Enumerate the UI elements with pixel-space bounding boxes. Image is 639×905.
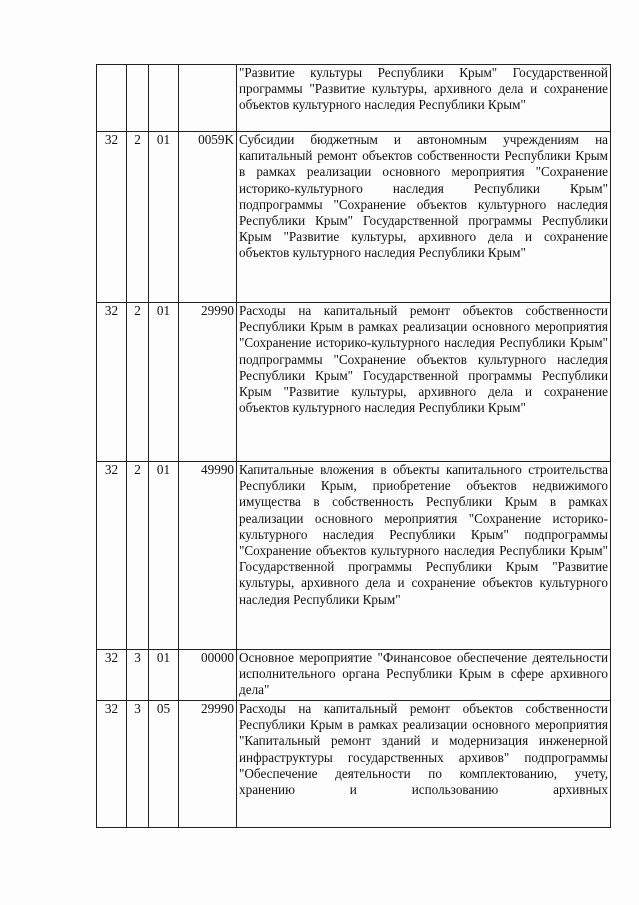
activity-code-cell [149, 65, 179, 132]
description-cell: Расходы на капитальный ремонт объектов собственности Республики Крым в рамках реализации основного мероприятия "Сохранение историко-культурного наследия Республики Крым" подпрограммы "Сохранение объектов культурного наследия Республики Крым" Государственной программы Республики Крым "Развитие культуры, архивного дела и сохранение объектов культурного наследия Республики Крым" [237, 303, 611, 462]
activity-code-cell: 05 [149, 701, 179, 828]
subprogram-code-cell [127, 65, 149, 132]
activity-code-cell: 01 [149, 303, 179, 462]
activity-code-cell: 01 [149, 132, 179, 303]
direction-code-cell: 00000 [179, 650, 237, 701]
budget-classification-table [96, 64, 611, 828]
direction-code-cell: 29990 [179, 303, 237, 462]
table-row [97, 462, 611, 650]
subprogram-code-cell: 2 [127, 303, 149, 462]
description-cell: Капитальные вложения в объекты капитального строительства Республики Крым, приобретение объектов недвижимого имущества в собственность Республики Крым в рамках реализации основного мероприятия "Сохранение историко-культурного наследия Республики Крым" подпрограммы "Сохранение объектов культурного наследия Республики Крым" Государственной программы Республики Крым "Развитие культуры, архивного дела и сохранение объектов культурного наследия Республики Крым" [237, 462, 611, 650]
description-cell: Основное мероприятие "Финансовое обеспечение деятельности исполнительного органа Республики Крым в сфере архивного дела" [237, 650, 611, 701]
subprogram-code-cell: 2 [127, 132, 149, 303]
program-code-cell: 32 [97, 701, 127, 828]
program-code-cell: 32 [97, 303, 127, 462]
subprogram-code-cell: 3 [127, 650, 149, 701]
direction-code-cell [179, 65, 237, 132]
description-cell: Расходы на капитальный ремонт объектов собственности Республики Крым в рамках реализации основного мероприятия "Капитальный ремонт зданий и модернизация инженерной инфраструктуры государственных архивов" подпрограммы "Обеспечение деятельности по комплектованию, учету, хранению и использованию архивных [237, 701, 611, 828]
table-row [97, 303, 611, 462]
subprogram-code-cell: 2 [127, 462, 149, 650]
program-code-cell: 32 [97, 462, 127, 650]
activity-code-cell: 01 [149, 650, 179, 701]
table-viewport [96, 64, 612, 834]
description-cell: "Развитие культуры Республики Крым" Государственной программы "Развитие культуры, архивного дела и сохранение объектов культурного наследия Республики Крым" [237, 65, 611, 132]
table-row [97, 132, 611, 303]
activity-code-cell: 01 [149, 462, 179, 650]
program-code-cell: 32 [97, 650, 127, 701]
description-cell: Субсидии бюджетным и автономным учреждениям на капитальный ремонт объектов собственности Республики Крым в рамках реализации основного мероприятия "Сохранение историко-культурного наследия Республики Крым" подпрограммы "Сохранение объектов культурного наследия Республики Крым" Государственной программы Республики Крым "Развитие культуры, архивного дела и сохранение объектов культурного наследия Республики Крым" [237, 132, 611, 303]
direction-code-cell: 29990 [179, 701, 237, 828]
direction-code-cell: 49990 [179, 462, 237, 650]
program-code-cell [97, 65, 127, 132]
table-row [97, 65, 611, 132]
program-code-cell: 32 [97, 132, 127, 303]
subprogram-code-cell: 3 [127, 701, 149, 828]
direction-code-cell: 0059K [179, 132, 237, 303]
table-row [97, 650, 611, 701]
table-row [97, 701, 611, 828]
